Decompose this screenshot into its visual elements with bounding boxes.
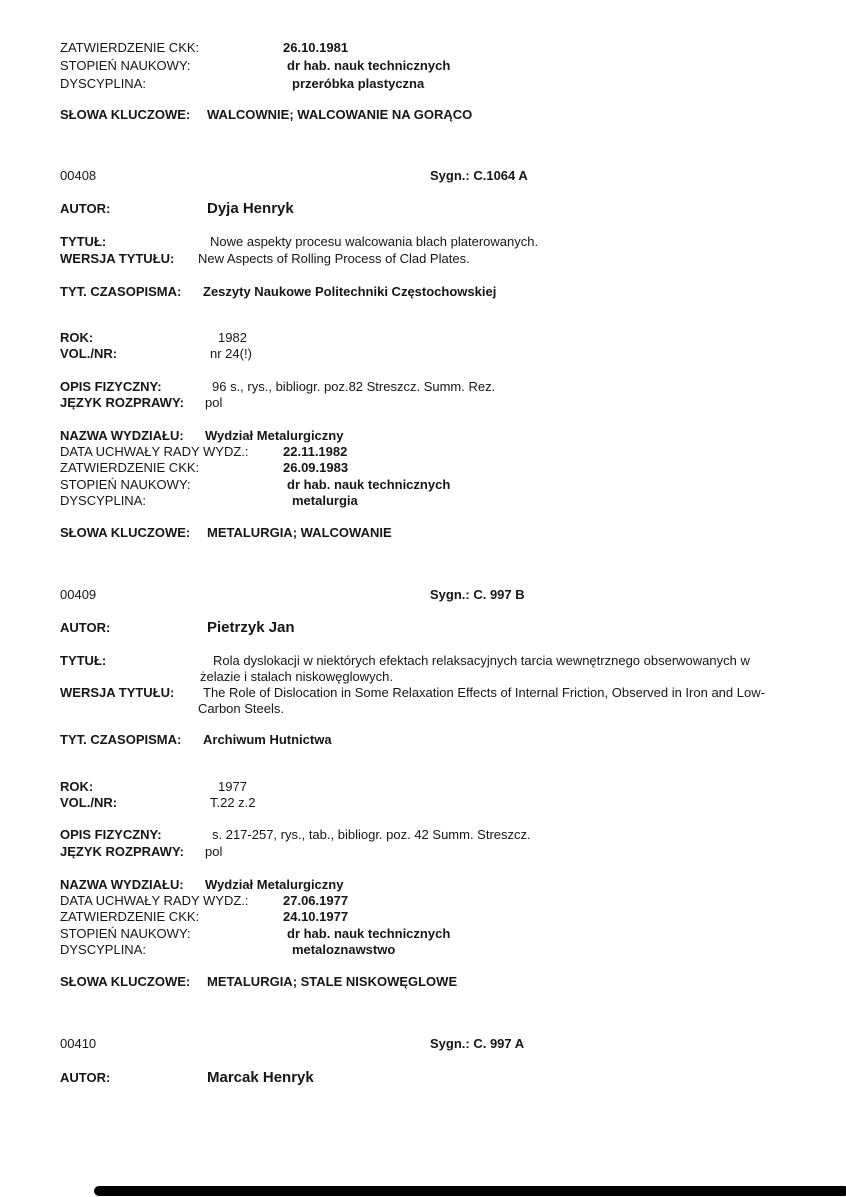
field-row-data-uchwaly xyxy=(0,444,846,460)
field-row-rok xyxy=(0,779,846,795)
field-value: nr 24(!) xyxy=(210,346,252,361)
field-row-jezyk xyxy=(0,395,846,411)
field-label: AUTOR: xyxy=(60,620,111,635)
field-label: ZATWIERDZENIE CKK: xyxy=(60,460,200,475)
field-row-opis xyxy=(0,827,846,843)
field-label: AUTOR: xyxy=(60,1070,111,1085)
field-label: JĘZYK ROZPRAWY: xyxy=(60,844,184,859)
field-value: Rola dyslokacji w niektórych efektach relaksacyjnych tarcia wewnętrznego obserwowanych w żelazie i stalach niskowęglowych. xyxy=(200,653,750,684)
field-row-data-uchwaly xyxy=(0,893,846,909)
field-label: NAZWA WYDZIAŁU: xyxy=(60,877,184,892)
field-row-wydzial xyxy=(0,877,846,893)
field-value: Wydział Metalurgiczny xyxy=(205,877,344,892)
keywords-value: METALURGIA; WALCOWANIE xyxy=(207,525,392,540)
keywords-label: SŁOWA KLUCZOWE: xyxy=(60,974,191,989)
field-value: metaloznawstwo xyxy=(292,942,396,957)
field-label: VOL./NR: xyxy=(60,795,118,810)
record-number: 00410 xyxy=(60,1036,97,1051)
field-row-stopien xyxy=(0,477,846,493)
field-row-rok xyxy=(0,330,846,346)
field-label: TYTUŁ: xyxy=(60,653,107,668)
field-label: DYSCYPLINA: xyxy=(60,493,146,508)
field-label: DATA UCHWAŁY RADY WYDZ.: xyxy=(60,893,249,908)
field-row-czasopismo xyxy=(0,284,846,300)
field-label: WERSJA TYTUŁU: xyxy=(60,251,175,266)
keywords-row xyxy=(0,107,846,123)
field-label: ROK: xyxy=(60,330,94,345)
record-number: 00409 xyxy=(60,587,97,602)
field-row-czasopismo xyxy=(0,732,846,748)
field-label: STOPIEŃ NAUKOWY: xyxy=(60,58,191,73)
field-value: 96 s., rys., bibliogr. poz.82 Streszcz. Summ. Rez. xyxy=(212,379,496,394)
field-value: T.22 z.2 xyxy=(210,795,256,810)
field-label: AUTOR: xyxy=(60,201,111,216)
field-row-dyscyplina xyxy=(0,76,846,92)
field-label: TYT. CZASOPISMA: xyxy=(60,732,182,747)
field-row-tytul xyxy=(0,234,846,250)
field-value: s. 217-257, rys., tab., bibliogr. poz. 42 Summ. Streszcz. xyxy=(212,827,531,842)
field-label: STOPIEŃ NAUKOWY: xyxy=(60,477,191,492)
field-value: 1982 xyxy=(218,330,247,345)
field-row-zatwierdzenie xyxy=(0,909,846,925)
keywords-label: SŁOWA KLUCZOWE: xyxy=(60,525,191,540)
keywords-value: METALURGIA; STALE NISKOWĘGLOWE xyxy=(207,974,458,989)
author-value: Marcak Henryk xyxy=(207,1069,314,1086)
field-row-opis xyxy=(0,379,846,395)
field-value: Zeszyty Naukowe Politechniki Częstochowskiej xyxy=(203,284,497,299)
field-label: JĘZYK ROZPRAWY: xyxy=(60,395,184,410)
field-label: DYSCYPLINA: xyxy=(60,76,146,91)
field-row-vol xyxy=(0,795,846,811)
field-label: ZATWIERDZENIE CKK: xyxy=(60,40,200,55)
field-row-stopien xyxy=(0,58,846,74)
field-label: TYTUŁ: xyxy=(60,234,107,249)
field-row-wydzial xyxy=(0,428,846,444)
author-value: Dyja Henryk xyxy=(207,200,294,217)
field-value: pol xyxy=(205,395,223,410)
author-value: Pietrzyk Jan xyxy=(207,619,295,636)
field-row-vol xyxy=(0,346,846,362)
field-row-wersja xyxy=(0,685,846,716)
field-value: 24.10.1977 xyxy=(283,909,349,924)
field-label: STOPIEŃ NAUKOWY: xyxy=(60,926,191,941)
field-value: dr hab. nauk technicznych xyxy=(287,58,451,73)
record-number: 00408 xyxy=(60,168,97,183)
record-signature: Sygn.: C. 997 A xyxy=(430,1036,525,1051)
field-label: ROK: xyxy=(60,779,94,794)
record-header xyxy=(0,587,846,603)
record-header xyxy=(0,1036,846,1052)
field-row-stopien xyxy=(0,926,846,942)
field-row-wersja xyxy=(0,251,846,267)
record-header xyxy=(0,168,846,184)
field-row-autor xyxy=(0,201,846,217)
field-label: WERSJA TYTUŁU: xyxy=(60,685,175,700)
keywords-row xyxy=(0,525,846,541)
field-value: pol xyxy=(205,844,223,859)
field-label: DYSCYPLINA: xyxy=(60,942,146,957)
scan-artifact-bar xyxy=(94,1186,846,1196)
field-row-autor xyxy=(0,1070,846,1086)
field-label: NAZWA WYDZIAŁU: xyxy=(60,428,184,443)
field-value: 26.09.1983 xyxy=(283,460,349,475)
field-value: dr hab. nauk technicznych xyxy=(287,926,451,941)
field-row-zatwierdzenie xyxy=(0,40,846,56)
field-value: New Aspects of Rolling Process of Clad Plates. xyxy=(198,251,470,266)
field-label: OPIS FIZYCZNY: xyxy=(60,827,162,842)
field-row-dyscyplina xyxy=(0,942,846,958)
field-label: DATA UCHWAŁY RADY WYDZ.: xyxy=(60,444,249,459)
field-value: 22.11.1982 xyxy=(283,444,348,459)
keywords-label: SŁOWA KLUCZOWE: xyxy=(60,107,191,122)
field-value: przeróbka plastyczna xyxy=(292,76,425,91)
keywords-value: WALCOWNIE; WALCOWANIE NA GORĄCO xyxy=(207,107,473,122)
field-value: 26.10.1981 xyxy=(283,40,349,55)
field-label: VOL./NR: xyxy=(60,346,118,361)
field-value: 27.06.1977 xyxy=(283,893,349,908)
field-value: 1977 xyxy=(218,779,247,794)
record-signature: Sygn.: C.1064 A xyxy=(430,168,528,183)
record-signature: Sygn.: C. 997 B xyxy=(430,587,525,602)
field-value: metalurgia xyxy=(292,493,358,508)
field-row-jezyk xyxy=(0,844,846,860)
field-row-dyscyplina xyxy=(0,493,846,509)
field-label: ZATWIERDZENIE CKK: xyxy=(60,909,200,924)
field-row-zatwierdzenie xyxy=(0,460,846,476)
field-label: OPIS FIZYCZNY: xyxy=(60,379,162,394)
keywords-row xyxy=(0,974,846,990)
field-row-autor xyxy=(0,620,846,636)
field-value: Nowe aspekty procesu walcowania blach platerowanych. xyxy=(210,234,539,249)
field-value: dr hab. nauk technicznych xyxy=(287,477,451,492)
field-label: TYT. CZASOPISMA: xyxy=(60,284,182,299)
field-value: The Role of Dislocation in Some Relaxation Effects of Internal Friction, Observed in Iron and Low-Carbon Steels. xyxy=(198,685,765,716)
field-value: Archiwum Hutnictwa xyxy=(203,732,332,747)
field-value: Wydział Metalurgiczny xyxy=(205,428,344,443)
field-row-tytul xyxy=(0,653,846,684)
